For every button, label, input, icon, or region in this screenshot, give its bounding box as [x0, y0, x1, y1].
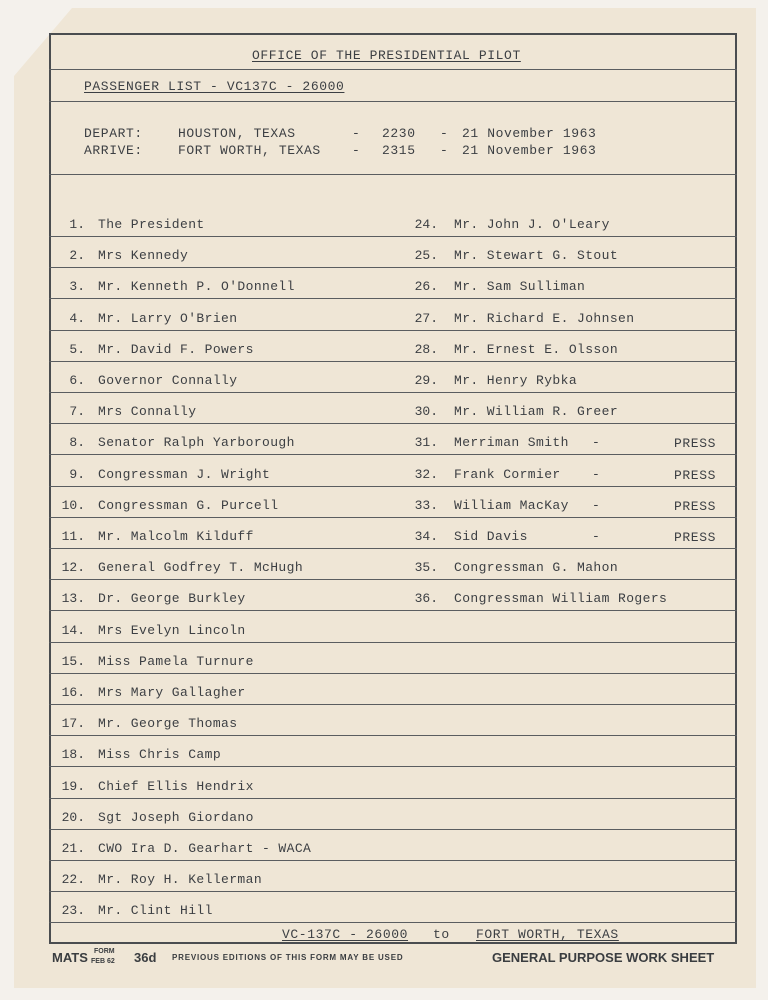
press-label: PRESS [674, 498, 717, 514]
rule-line [49, 174, 737, 175]
rule-line [49, 267, 737, 268]
rule-line [49, 454, 737, 455]
passenger-name: Dr. George Burkley [98, 591, 246, 607]
passenger-number: 28. [414, 341, 438, 357]
press-dash: - [592, 466, 600, 482]
passenger-number: 27. [414, 310, 438, 326]
arrive-date: 21 November 1963 [462, 143, 597, 158]
depart-date: 21 November 1963 [462, 126, 597, 141]
passenger-number: 1. [69, 217, 85, 232]
passenger-name: Mr. Clint Hill [98, 903, 213, 919]
passenger-number: 9. [69, 466, 85, 482]
press-label: PRESS [674, 530, 717, 545]
rule-line [49, 704, 737, 705]
rule-line [49, 735, 737, 736]
passenger-number: 36. [414, 591, 438, 607]
passenger-name: Mr. John J. O'Leary [454, 217, 610, 232]
passenger-number: 34. [414, 529, 438, 544]
passenger-number: 5. [69, 341, 85, 357]
passenger-number: 2. [69, 248, 85, 264]
press-dash: - [592, 529, 600, 544]
rule-line [49, 486, 737, 487]
rule-line [49, 829, 737, 830]
passenger-number: 14. [61, 622, 85, 638]
press-dash: - [592, 435, 600, 451]
rule-line [49, 101, 737, 102]
rule-line [49, 392, 737, 393]
passenger-name: Mr. Kenneth P. O'Donnell [98, 279, 295, 295]
press-label: PRESS [674, 436, 717, 452]
rule-line [49, 642, 737, 643]
rule-line [49, 69, 737, 70]
form-number: 36d [134, 950, 157, 965]
destination: FORT WORTH, TEXAS [476, 927, 619, 942]
form-name: GENERAL PURPOSE WORK SHEET [492, 950, 715, 965]
passenger-name: Mr. David F. Powers [98, 341, 254, 357]
passenger-name: Mr. Malcolm Kilduff [98, 529, 254, 544]
passenger-number: 13. [61, 591, 85, 607]
passenger-name: Mr. Henry Rybka [454, 373, 578, 388]
passenger-name: Governor Connally [98, 373, 238, 388]
passenger-number: 12. [61, 560, 85, 576]
rule-line [49, 579, 737, 580]
passenger-number: 29. [414, 373, 438, 388]
depart-time: 2230 [382, 126, 416, 141]
passenger-name: Mrs Mary Gallagher [98, 685, 246, 700]
form-frame [49, 33, 737, 944]
passenger-number: 19. [61, 778, 85, 794]
form-word: FORM [94, 948, 115, 955]
previous-editions-note: PREVIOUS EDITIONS OF THIS FORM MAY BE USED [172, 953, 404, 962]
rule-line [49, 798, 737, 799]
passenger-name: Congressman J. Wright [98, 466, 271, 482]
arrive-label: ARRIVE: [84, 143, 143, 158]
passenger-number: 16. [61, 685, 85, 700]
passenger-name: Mr. Sam Sulliman [454, 279, 586, 295]
passenger-number: 26. [414, 279, 438, 295]
passenger-name: Miss Chris Camp [98, 747, 222, 763]
to-word: to [433, 927, 450, 942]
arrive-place: FORT WORTH, TEXAS [178, 143, 321, 158]
passenger-number: 33. [414, 497, 438, 513]
passenger-name: Mrs Evelyn Lincoln [98, 622, 246, 638]
passenger-name: Chief Ellis Hendrix [98, 778, 254, 794]
depart-label: DEPART: [84, 126, 143, 141]
passenger-number: 20. [61, 809, 85, 825]
rule-line [49, 548, 737, 549]
passenger-number: 3. [69, 279, 85, 295]
passenger-number: 32. [414, 466, 438, 482]
passenger-number: 31. [414, 435, 438, 451]
passenger-name: The President [98, 217, 205, 232]
passenger-name: Congressman G. Purcell [98, 497, 279, 513]
passenger-number: 10. [61, 497, 85, 513]
passenger-list-title: PASSENGER LIST - VC137C - 26000 [84, 79, 345, 94]
passenger-name: Mr. George Thomas [98, 716, 238, 732]
rule-line [49, 298, 737, 299]
passenger-name: Sgt Joseph Giordano [98, 809, 254, 825]
passenger-name: Mr. Richard E. Johnsen [454, 310, 635, 326]
passenger-name: Sid Davis [454, 529, 528, 544]
rule-line [49, 517, 737, 518]
passenger-name: CWO Ira D. Gearhart - WACA [98, 841, 312, 856]
rule-line [49, 922, 737, 923]
rule-line [49, 330, 737, 331]
passenger-name: Congressman William Rogers [454, 591, 668, 607]
depart-place: HOUSTON, TEXAS [178, 126, 296, 141]
passenger-name: Mr. Larry O'Brien [98, 310, 238, 326]
passenger-name: Mr. Ernest E. Olsson [454, 341, 619, 357]
passenger-name: Congressman G. Mahon [454, 560, 619, 576]
arrive-time: 2315 [382, 143, 416, 158]
passenger-number: 6. [69, 373, 85, 388]
passenger-number: 24. [414, 217, 438, 232]
passenger-name: Mr. William R. Greer [454, 404, 619, 420]
passenger-name: General Godfrey T. McHugh [98, 560, 304, 576]
passenger-number: 25. [414, 248, 438, 264]
passenger-name: Mrs Connally [98, 404, 197, 420]
passenger-name: Merriman Smith [454, 435, 569, 451]
passenger-name: Miss Pamela Turnure [98, 653, 254, 669]
rule-line [49, 673, 737, 674]
passenger-number: 22. [61, 872, 85, 888]
passenger-number: 7. [69, 404, 85, 420]
office-title: OFFICE OF THE PRESIDENTIAL PILOT [252, 48, 521, 63]
passenger-name: Mr. Stewart G. Stout [454, 248, 619, 264]
passenger-name: William MacKay [454, 497, 569, 513]
rule-line [49, 860, 737, 861]
passenger-number: 11. [61, 529, 85, 544]
rule-line [49, 361, 737, 362]
rule-line [49, 236, 737, 237]
rule-line [49, 891, 737, 892]
aircraft-number: VC-137C - 26000 [282, 927, 409, 942]
passenger-name: Frank Cormier [454, 466, 561, 482]
press-dash: - [592, 497, 600, 513]
mats-label: MATS [52, 950, 88, 965]
rule-line [49, 610, 737, 611]
rule-line [49, 423, 737, 424]
passenger-number: 23. [61, 903, 85, 919]
passenger-name: Mr. Roy H. Kellerman [98, 872, 263, 888]
rule-line [49, 766, 737, 767]
passenger-name: Senator Ralph Yarborough [98, 435, 295, 451]
passenger-number: 35. [414, 560, 438, 576]
form-date: FEB 62 [91, 958, 115, 965]
passenger-name: Mrs Kennedy [98, 248, 189, 264]
press-label: PRESS [674, 467, 717, 483]
passenger-number: 8. [69, 435, 85, 451]
passenger-number: 15. [61, 653, 85, 669]
passenger-number: 17. [61, 716, 85, 732]
passenger-number: 4. [69, 310, 85, 326]
passenger-number: 30. [414, 404, 438, 420]
passenger-number: 18. [61, 747, 85, 763]
passenger-number: 21. [61, 841, 85, 856]
